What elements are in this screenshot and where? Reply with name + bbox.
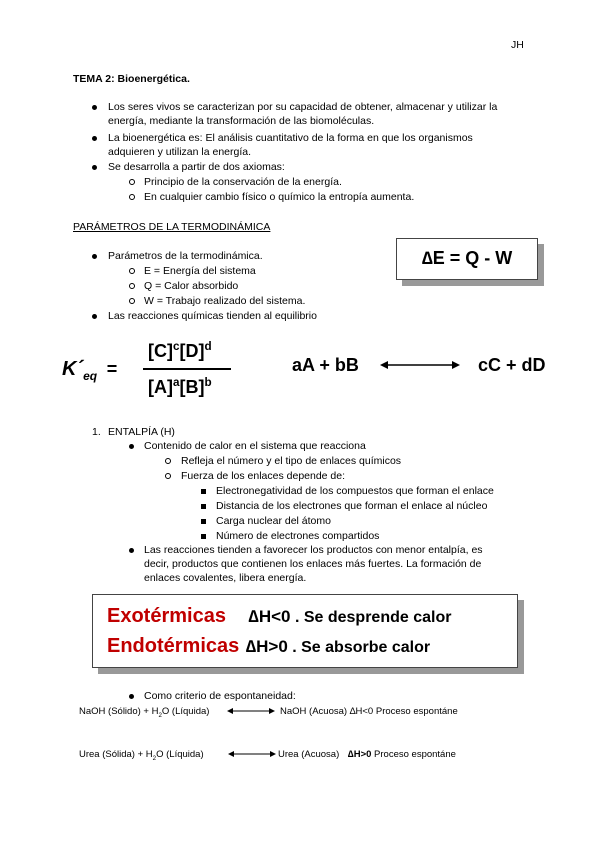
energy-formula: ∆E = Q - W bbox=[421, 248, 513, 268]
products: cC + dD bbox=[478, 355, 546, 375]
reaction-2-sub: 2 bbox=[152, 754, 157, 762]
square-bullet bbox=[201, 534, 206, 539]
sub-bullet-circle bbox=[129, 194, 135, 200]
conc-b: [B] bbox=[179, 377, 205, 397]
thermo-box bbox=[92, 594, 518, 668]
bullet-dot bbox=[129, 444, 134, 449]
bullet-dot bbox=[92, 314, 97, 319]
endo-line bbox=[107, 635, 430, 658]
double-arrow-icon bbox=[227, 706, 275, 716]
reaction-2-product: Urea (Acuosa) bbox=[278, 749, 340, 760]
exo-description: . Se desprende calor bbox=[294, 609, 452, 626]
k-numerator bbox=[148, 340, 212, 362]
sub-bullet-circle bbox=[165, 458, 171, 464]
enthalpy-b2-line2: decir, productos que contienen los enlaces más fuertes. La formación de bbox=[144, 558, 482, 570]
bullet-dot bbox=[92, 165, 97, 170]
square-bullet bbox=[201, 504, 206, 509]
square-bullet bbox=[201, 489, 206, 494]
k-equals: = bbox=[106, 359, 118, 379]
exp-d: d bbox=[204, 340, 212, 353]
sub-bullet-circle bbox=[129, 268, 135, 274]
bullet-dot bbox=[92, 105, 97, 110]
intro-b2-line2: adquieren y utilizan la energía. bbox=[108, 146, 252, 158]
fraction-bar bbox=[143, 368, 231, 370]
params-energy: E = Energía del sistema bbox=[144, 265, 256, 277]
reaction-2-process: Proceso espontáne bbox=[374, 749, 456, 760]
reaction-1-left-b: O (Líquida) bbox=[161, 706, 210, 717]
energy-formula-box bbox=[396, 238, 538, 280]
exo-condition: ∆H<0 bbox=[248, 607, 291, 626]
exp-b: b bbox=[204, 376, 212, 389]
conc-a: [A] bbox=[148, 377, 173, 397]
endo-word: Endotérmicas bbox=[107, 635, 240, 657]
reaction-1-condition: ∆H<0 bbox=[349, 706, 374, 717]
enthalpy-b1: Contenido de calor en el sistema que reacciona bbox=[144, 440, 366, 452]
enthalpy-t2: Distancia de los electrones que forman el enlace al núcleo bbox=[216, 500, 488, 512]
header-initials: JH bbox=[511, 39, 524, 51]
sub-bullet-circle bbox=[129, 283, 135, 289]
intro-b1-line1: Los seres vivos se caracterizan por su capacidad de obtener, almacenar y utilizar la bbox=[108, 101, 498, 113]
reaction-2-condition: ∆H>0 bbox=[347, 749, 372, 760]
k-subscript: eq bbox=[83, 369, 98, 383]
reaction-1-left bbox=[79, 706, 209, 719]
bullet-dot bbox=[129, 694, 134, 699]
k-eq-label bbox=[62, 358, 117, 383]
bullet-dot bbox=[92, 136, 97, 141]
intro-b1-line2: energía, mediante la transformación de las biomoléculas. bbox=[108, 115, 375, 127]
conc-d: [D] bbox=[179, 341, 205, 361]
enthalpy-s2: Fuerza de los enlaces depende de: bbox=[181, 470, 346, 482]
params-heading: PARÁMETROS DE LA TERMODINÁMICA bbox=[73, 221, 271, 233]
intro-axiom2: En cualquier cambio físico o químico la entropía aumenta. bbox=[144, 191, 415, 203]
bullet-dot bbox=[129, 548, 134, 553]
enthalpy-b2-line1: Las reacciones tienden a favorecer los productos con menor entalpía, es bbox=[144, 544, 483, 556]
sub-bullet-circle bbox=[165, 473, 171, 479]
enthalpy-number: 1. bbox=[92, 426, 101, 438]
enthalpy-title: ENTALPÍA (H) bbox=[108, 426, 175, 438]
exp-c: c bbox=[173, 340, 180, 353]
params-work: W = Trabajo realizado del sistema. bbox=[144, 295, 306, 307]
sub-bullet-circle bbox=[129, 179, 135, 185]
reaction-1-product: NaOH (Acuosa) bbox=[280, 706, 348, 717]
k-denominator bbox=[148, 376, 212, 398]
page-title: TEMA 2: Bioenergética. bbox=[73, 73, 190, 85]
double-arrow-icon bbox=[380, 358, 460, 372]
reaction-2-left-b: O (Líquida) bbox=[156, 749, 204, 760]
bullet-dot bbox=[92, 254, 97, 259]
square-bullet bbox=[201, 519, 206, 524]
params-heat: Q = Calor absorbido bbox=[144, 280, 239, 292]
spontaneity-bullet: Como criterio de espontaneidad: bbox=[144, 690, 296, 702]
conc-c: [C] bbox=[148, 341, 173, 361]
enthalpy-b2-line3: enlaces covalentes, libera energía. bbox=[144, 572, 307, 584]
endo-description: . Se absorbe calor bbox=[292, 639, 431, 656]
params-b1: Parámetros de la termodinámica. bbox=[108, 250, 263, 262]
exo-word: Exotérmicas bbox=[107, 605, 226, 627]
reaction-1-right bbox=[280, 706, 458, 717]
reaction-1-process: Proceso espontáne bbox=[375, 706, 458, 717]
reaction-2-left-a: Urea (Sólida) + H bbox=[79, 749, 153, 760]
reactants: aA + bB bbox=[292, 355, 359, 375]
exp-a: a bbox=[173, 376, 180, 389]
enthalpy-t3: Carga nuclear del átomo bbox=[216, 515, 331, 527]
reaction-1-sub: 2 bbox=[158, 711, 162, 719]
sub-bullet-circle bbox=[129, 298, 135, 304]
intro-b2-line1: La bioenergética es: El análisis cuantitativo de la forma en que los organismos bbox=[108, 132, 473, 144]
enthalpy-t4: Número de electrones compartidos bbox=[216, 530, 380, 542]
reaction-2-right bbox=[278, 749, 456, 760]
exo-line bbox=[107, 605, 451, 628]
intro-b3: Se desarrolla a partir de dos axiomas: bbox=[108, 161, 285, 173]
k-symbol: K´ bbox=[62, 358, 84, 380]
intro-axiom1: Principio de la conservación de la energía. bbox=[144, 176, 342, 188]
enthalpy-s1: Refleja el número y el tipo de enlaces químicos bbox=[181, 455, 402, 467]
endo-condition: ∆H>0 bbox=[245, 637, 288, 656]
double-arrow-icon bbox=[228, 749, 276, 759]
reaction-1-left-a: NaOH (Sólido) + H bbox=[79, 706, 159, 717]
params-b2: Las reacciones químicas tienden al equilibrio bbox=[108, 310, 317, 322]
enthalpy-t1: Electronegatividad de los compuestos que forman el enlace bbox=[216, 485, 494, 497]
reaction-2-left bbox=[79, 749, 204, 762]
